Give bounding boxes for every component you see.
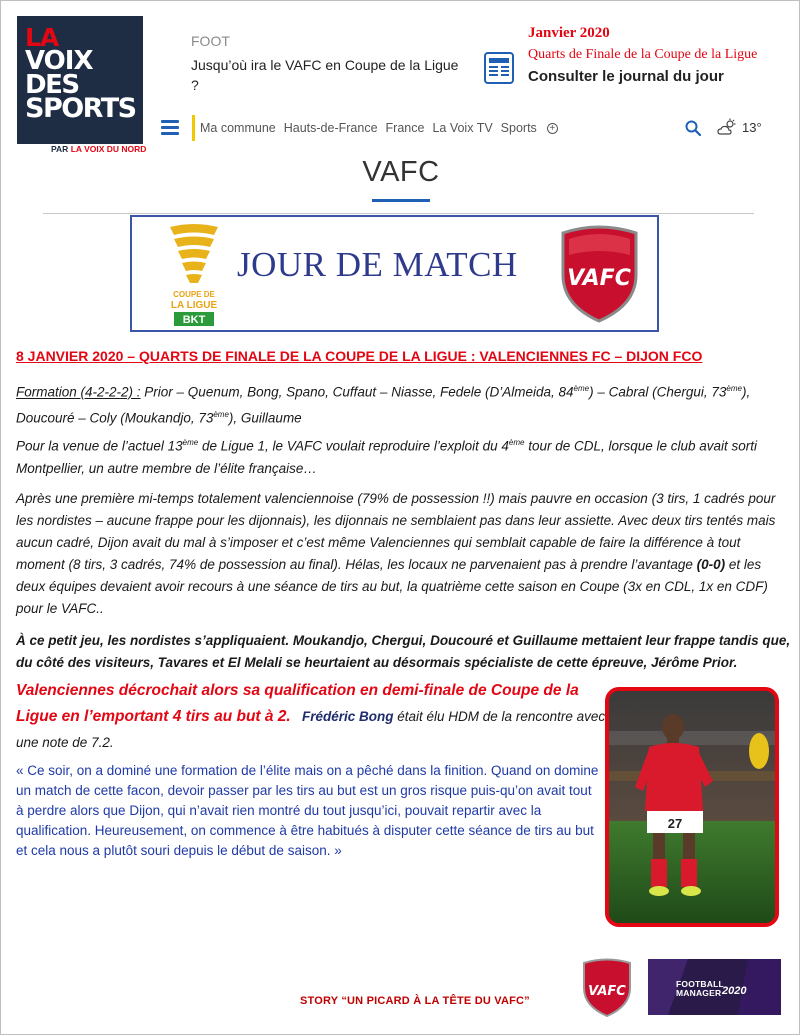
article-title: 8 JANVIER 2020 – QUARTS DE FINALE DE LA COUPE DE LA LIGUE : VALENCIENNES FC – DIJON FCO [16, 348, 703, 364]
man-of-match-line [16, 704, 606, 756]
fm-year: 2020 [722, 985, 747, 997]
menu-icon[interactable] [161, 120, 179, 134]
newspaper-icon[interactable] [481, 50, 517, 86]
banner-crest-text: VAFC [567, 266, 631, 291]
fm-line-1: FOOTBALL [676, 979, 724, 989]
footer-crest-text: VAFC [588, 984, 626, 999]
section-title: VAFC [362, 156, 440, 188]
section-underline [372, 199, 430, 202]
intro-text-1: Pour la venue de l’actuel 13 [16, 438, 183, 454]
match-day-banner [130, 215, 659, 332]
man-of-match-name: Frédéric Bong [302, 709, 394, 724]
man-of-match-rest: était élu HDM de la rencontre avec une note de 7.2. [16, 709, 606, 750]
lineup-paragraph [16, 378, 786, 429]
search-icon[interactable] [685, 120, 701, 136]
nav-item-sports[interactable]: Sports [500, 121, 537, 135]
intro-text-3: tour de CDL, lorsque le club avait sorti Montpellier, un autre membre de l’élite française… [16, 438, 758, 476]
main-nav [200, 121, 558, 135]
story-link[interactable]: STORY “UN PICARD À LA TÊTE DU VAFC” [300, 995, 530, 1007]
lineup-text-4: ), Guillaume [228, 410, 302, 425]
temperature: 13° [742, 120, 762, 135]
banner-title: JOUR DE MATCH [237, 245, 518, 284]
logo-line-2: VOIX [25, 46, 93, 76]
lineup-text-1: Prior – Quenum, Bong, Spano, Cuffaut – Niasse, Fedele (D’Almeida, 84 [140, 384, 574, 400]
report-text-1: Après une première mi-temps totalement valenciennoise (79% de possession !!) mais pauvre en occasion (3 tirs, 1 cadrés pour les nordistes – aucune frappe pour les dijonnais), les dijonnais ne semblaient pas dans leur assiette. Avec deux tirs tentés mais aucun cadré, Dijon avait du mal à s’imposer et c’est même Valenciennes qui semblait capable de faire la différence à tout moment (8 tirs, 3 cadrés, 74% de possession au final). Hélas, les locaux ne parvenaient pas à prendre l’avantage [16, 491, 776, 572]
logo-line-4: SPORTS [25, 93, 136, 124]
fm-line-2: MANAGER [676, 988, 722, 998]
lineup-label: Formation (4-2-2-2) : [16, 384, 141, 400]
nav-more-icon[interactable]: + [547, 123, 558, 134]
header-headline-link[interactable]: Jusqu’où ira le VAFC en Coupe de la Ligue ? [191, 57, 459, 93]
logo-tagline-name: LA VOIX DU NORD [70, 144, 147, 154]
logo-line-3: DES [25, 70, 79, 100]
qualification-highlight: Valenciennes décrochait alors sa qualification en demi-finale de Coupe de la Ligue en l’emportant 4 tirs au but à 2. [16, 682, 579, 725]
sup-2: ème [726, 384, 742, 393]
cup-logo-line-1: COUPE DE [173, 290, 215, 299]
match-report-paragraph [16, 488, 791, 620]
nav-item-hauts-de-france[interactable]: Hauts-de-France [283, 121, 378, 135]
sup-4: ème [182, 438, 199, 447]
site-logo[interactable] [17, 16, 143, 144]
promo-date: Janvier 2020 [528, 25, 610, 41]
logo-tagline-prefix: PAR [51, 144, 69, 154]
player-photo [605, 687, 779, 927]
coupe-de-la-ligue-logo [160, 221, 228, 329]
lineup-text-3: ), Doucouré – Coly (Moukandjo, 73 [16, 384, 751, 425]
sup-3: ème [213, 409, 229, 419]
nav-item-la-voix-tv[interactable]: La Voix TV [432, 121, 493, 135]
vafc-crest-icon [557, 225, 642, 323]
section-divider [43, 213, 754, 214]
penalties-paragraph: À ce petit jeu, les nordistes s’appliquaient. Moukandjo, Chergui, Doucouré et Guillaume mettaient leur frappe tandis que, du côté des visiteurs, Tavares et El Melali se heurtaient au désormais spécialiste de cette épreuve, Jérôme Prior. [16, 633, 791, 670]
lineup-text-2: ) – Cabral (Chergui, 73 [589, 384, 727, 400]
intro-paragraph [16, 432, 786, 480]
nav-separator [192, 115, 195, 141]
fm-logo-text [676, 980, 724, 998]
halftime-score: (0-0) [696, 557, 726, 572]
journal-du-jour-link[interactable]: Consulter le journal du jour [528, 68, 724, 85]
nav-item-ma-commune[interactable]: Ma commune [200, 121, 276, 135]
vafc-crest-footer-icon [581, 958, 633, 1018]
football-manager-logo [648, 959, 781, 1015]
article-kicker: FOOT [191, 33, 230, 49]
intro-text-2: de Ligue 1, le VAFC voulait reproduire l’exploit du 4 [198, 438, 509, 454]
nav-item-france[interactable]: France [385, 121, 425, 135]
report-text-2: et les deux équipes devaient avoir recours à une séance de tirs au but, la quatrième cette saison en Coupe (3x en CDL, 1x en CDF) pour le VAFC.. [16, 557, 768, 616]
player-photo-illustration [609, 691, 775, 923]
coach-quote: « Ce soir, on a dominé une formation de l’élite mais on a pêché dans la finition. Quand on domine un match de cette facon, devoir passer par les tirs au but est un gros risque puis-qu’on avait tout à perdre alors que Dijon, qui n’avait rien montré du tout jusqu’ici, pouvait repartir avec la qualification. Heureusement, on commence à être habitués à disputer cette séance de tirs au but et cela nous a plutôt souri depuis le début de saison. » [16, 763, 599, 858]
sup-1: ème [573, 384, 590, 393]
weather-sun-cloud-icon [717, 118, 739, 136]
cup-sponsor: BKT [182, 314, 206, 326]
logo-tagline [51, 144, 146, 154]
sup-5: ème [508, 438, 525, 447]
cup-logo-line-2: LA LIGUE [170, 300, 218, 311]
player-number: 27 [667, 816, 683, 831]
promo-subtitle: Quarts de Finale de la Coupe de la Ligue [528, 47, 758, 62]
logo-line-1: LA [25, 23, 59, 52]
